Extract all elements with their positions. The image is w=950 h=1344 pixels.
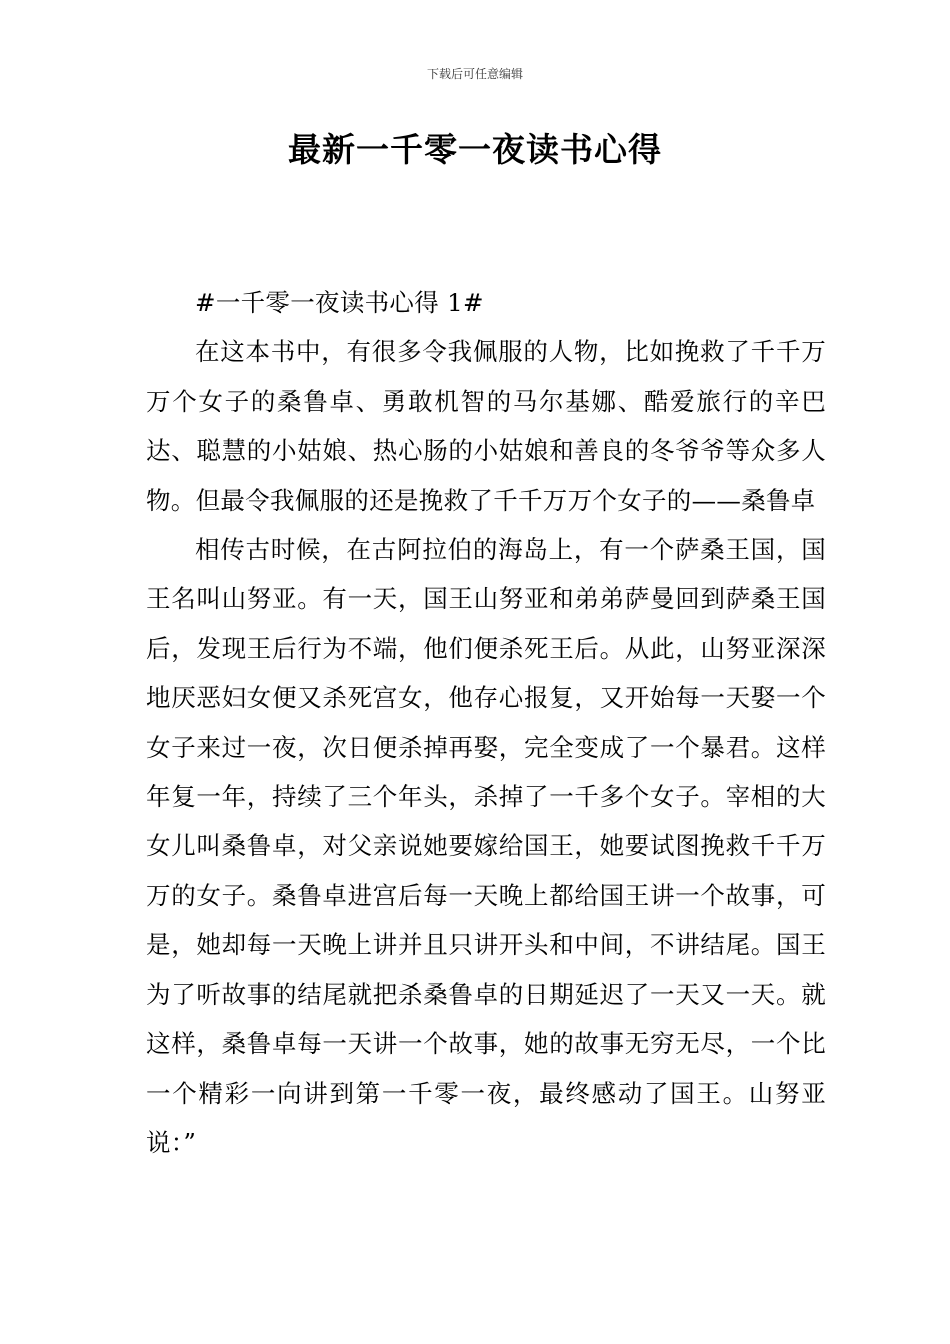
body-paragraph: 相传古时候，在古阿拉伯的海岛上，有一个萨桑王国，国王名叫山努亚。有一天，国王山努亚和弟弟萨曼回到萨桑王国后，发现王后行为不端，他们便杀死王后。从此，山努亚深深地厌恶妇女便又杀死宫女，他存心报复，又开始每一天娶一个女子来过一夜，次日便杀掉再娶，完全变成了一个暴君。这样年复一年，持续了三个年头，杀掉了一千多个女子。宰相的大女儿叫桑鲁卓，对父亲说她要嫁给国王，她要试图挽救千千万万的女子。桑鲁卓进宫后每一天晚上都给国王讲一个故事，可是，她却每一天晚上讲并且只讲开头和中间，不讲结尾。国王为了听故事的结尾就把杀桑鲁卓的日期延迟了一天又一天。就这样，桑鲁卓每一天讲一个故事，她的故事无穷无尽，一个比一个精彩一向讲到第一千零一夜，最终感动了国王。山努亚说：” xyxy=(146,535,826,1157)
document-title: 最新一千零一夜读书心得 xyxy=(288,130,662,169)
section-heading: #一千零一夜读书心得 1# xyxy=(195,288,484,317)
body-paragraph: 在这本书中，有很多令我佩服的人物，比如挽救了千千万万个女子的桑鲁卓、勇敢机智的马尔基娜、酷爱旅行的辛巴达、聪慧的小姑娘、热心肠的小姑娘和善良的冬爷爷等众多人物。但最令我佩服的还是挽救了千千万万个女子的——桑鲁卓 xyxy=(146,337,826,515)
document-body xyxy=(146,278,826,1167)
header-note: 下载后可任意编辑 xyxy=(426,67,523,81)
